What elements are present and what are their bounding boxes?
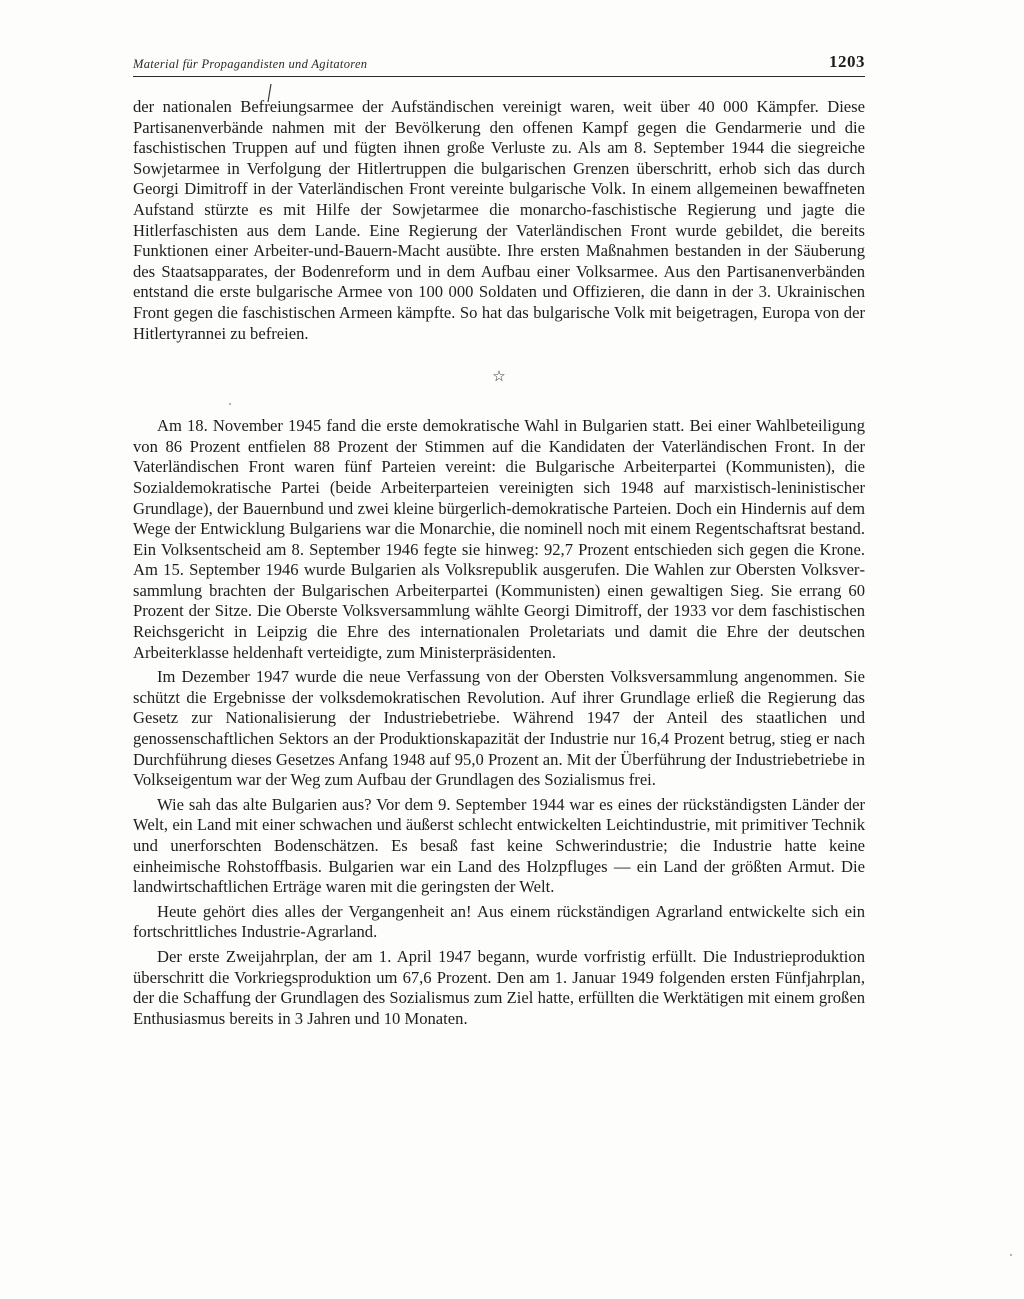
page-number: 1203 (829, 52, 865, 71)
star-icon: ☆ (492, 367, 506, 386)
running-header (133, 52, 865, 78)
scan-speck (1010, 1254, 1012, 1256)
paragraph-3: Im Dezember 1947 wurde die neue Verfassung von der Obersten Volksversammlung angenommen. Sie schützt die Ergebnisse der volksdemokratischen Revolution. Auf ihrer Grundlage erließ die Regierung das Gesetz zur Nationalisierung der Industriebetriebe. Während 1947 der Anteil des staatlichen und genossenschaftlichen Sektors an der Produktionskapazität der Industrie nur 16,4 Prozent betrug, stieg er nach Durchführung dieses Gesetzes Anfang 1948 auf 95,0 Prozent an. Mit der Überführung der Industriebetriebe in Volkseigentum war der Weg zum Aufbau der Grundlagen des Sozialismus frei. (133, 667, 865, 790)
paragraph-4: Wie sah das alte Bulgarien aus? Vor dem 9. September 1944 war es eines der rückständigsten Länder der Welt, ein Land mit einer schwachen und äußerst schlecht entwickelten Leichtindustrie, mit primitiver Technik und unerforschten Bodenschätzen. Es besaß fast keine Schwerindustrie; die Industrie hatte keine einheimische Rohstoffbasis. Bulgarien war ein Land des Holzpfluges — ein Land der größten Armut. Die landwirtschaftlichen Erträge waren mit die geringsten der Welt. (133, 794, 865, 897)
paragraph-1: der nationalen Befreiungsarmee der Aufständischen vereinigt waren, weit über 40 000 Kämpfer. Diese Partisanenverbände nahmen mit der Bevölkerung den offenen Kampf gegen die Gendarmerie und die faschistischen Truppen auf und fügten ihnen große Verluste zu. Als am 8. September 1944 die siegreiche Sowjetarmee in Verfolgung der Hitlertruppen die bulgarischen Grenzen überschritt, erhob sich das durch Georgi Dimitroff in der Vaterländischen Front vereinte bulgarische Volk. In einem allgemeinen bewaffneten Aufstand stürzte es mit Hilfe der Sowjetarmee die monarcho-faschistische Regierung und jagte die Hitlerfaschisten aus dem Lande. Eine Regierung der Vaterländischen Front wurde gebildet, die bereits Funktionen einer Arbeiter-und-Bauern-Macht ausübte. Ihre ersten Maßnahmen bestanden in der Säuberung des Staatsapparates, der Bodenreform und in dem Aufbau einer Volksarmee. Aus den Partisanenverbänden entstand die erste bulgarische Armee von 100 000 Soldaten und Offizieren, die dann in der 3. Ukrainischen Front gegen die faschistischen Armeen kämpfte. So hat das bulgarische Volk mit beigetragen, Europa von der Hitlertyrannei zu befreien. (133, 97, 865, 343)
section-divider (133, 344, 865, 416)
paragraph-6: Der erste Zweijahrplan, der am 1. April 1947 begann, wurde vorfristig erfüllt. Die Industrieproduktion überschritt die Vorkriegsproduktion um 67,6 Prozent. Den am 1. Januar 1949 folgenden ersten Fünfjahrplan, der die Schaffung der Grundlagen des Sozialismus zum Ziel hatte, erfüllten die Werktätigen mit einem großen Enthusiasmus bereits in 3 Jahren und 10 Monaten. (133, 946, 865, 1028)
paragraph-2: Am 18. November 1945 fand die erste demokratische Wahl in Bulgarien statt. Bei einer Wahlbeteiligung von 86 Prozent entfielen 88 Prozent der Stimmen auf die Kandidaten der Vaterländischen Front. In der Vaterländischen Front waren fünf Parteien vereint: die Bulgarische Arbeiterpartei (Kommunisten), die Sozialdemokratische Partei (beide Arbeiterparteien vereinigten sich 1948 auf marxistisch-leninistischer Grundlage), der Bauernbund und zwei kleine bürgerlich-demokratische Parteien. Doch ein Hindernis auf dem Wege der Entwicklung Bulgariens war die Monarchie, die nominell noch mit einem Regentschaftsrat bestand. Ein Volksentscheid am 8. September 1946 fegte sie hinweg: 92,7 Prozent entschieden sich gegen die Krone. Am 15. September 1946 wurde Bulgarien als Volksrepublik ausgerufen. Die Wahlen zur Obersten Volksversammlung brachten der Bulgarischen Arbeiterpartei (Kommunisten) einen gewaltigen Sieg. Sie errang 60 Prozent der Sitze. Die Oberste Volksversammlung wählte Georgi Dimitroff, der 1933 vor dem faschistischen Reichsgericht in Leipzig die Ehre des internationalen Proletariats und damit die Ehre der deutschen Arbeiterklasse heldenhaft verteidigte, zum Ministerpräsidenten. (133, 416, 865, 662)
body-text (133, 97, 865, 1029)
header-rule (133, 76, 865, 77)
scan-speck (229, 403, 231, 405)
running-title: Material für Propagandisten und Agitatoren (133, 57, 368, 71)
paragraph-5: Heute gehört dies alles der Vergangenheit an! Aus einem rückständigen Agrarland entwickelte sich ein fortschrittliches Industrie-Agrarland. (133, 901, 865, 942)
